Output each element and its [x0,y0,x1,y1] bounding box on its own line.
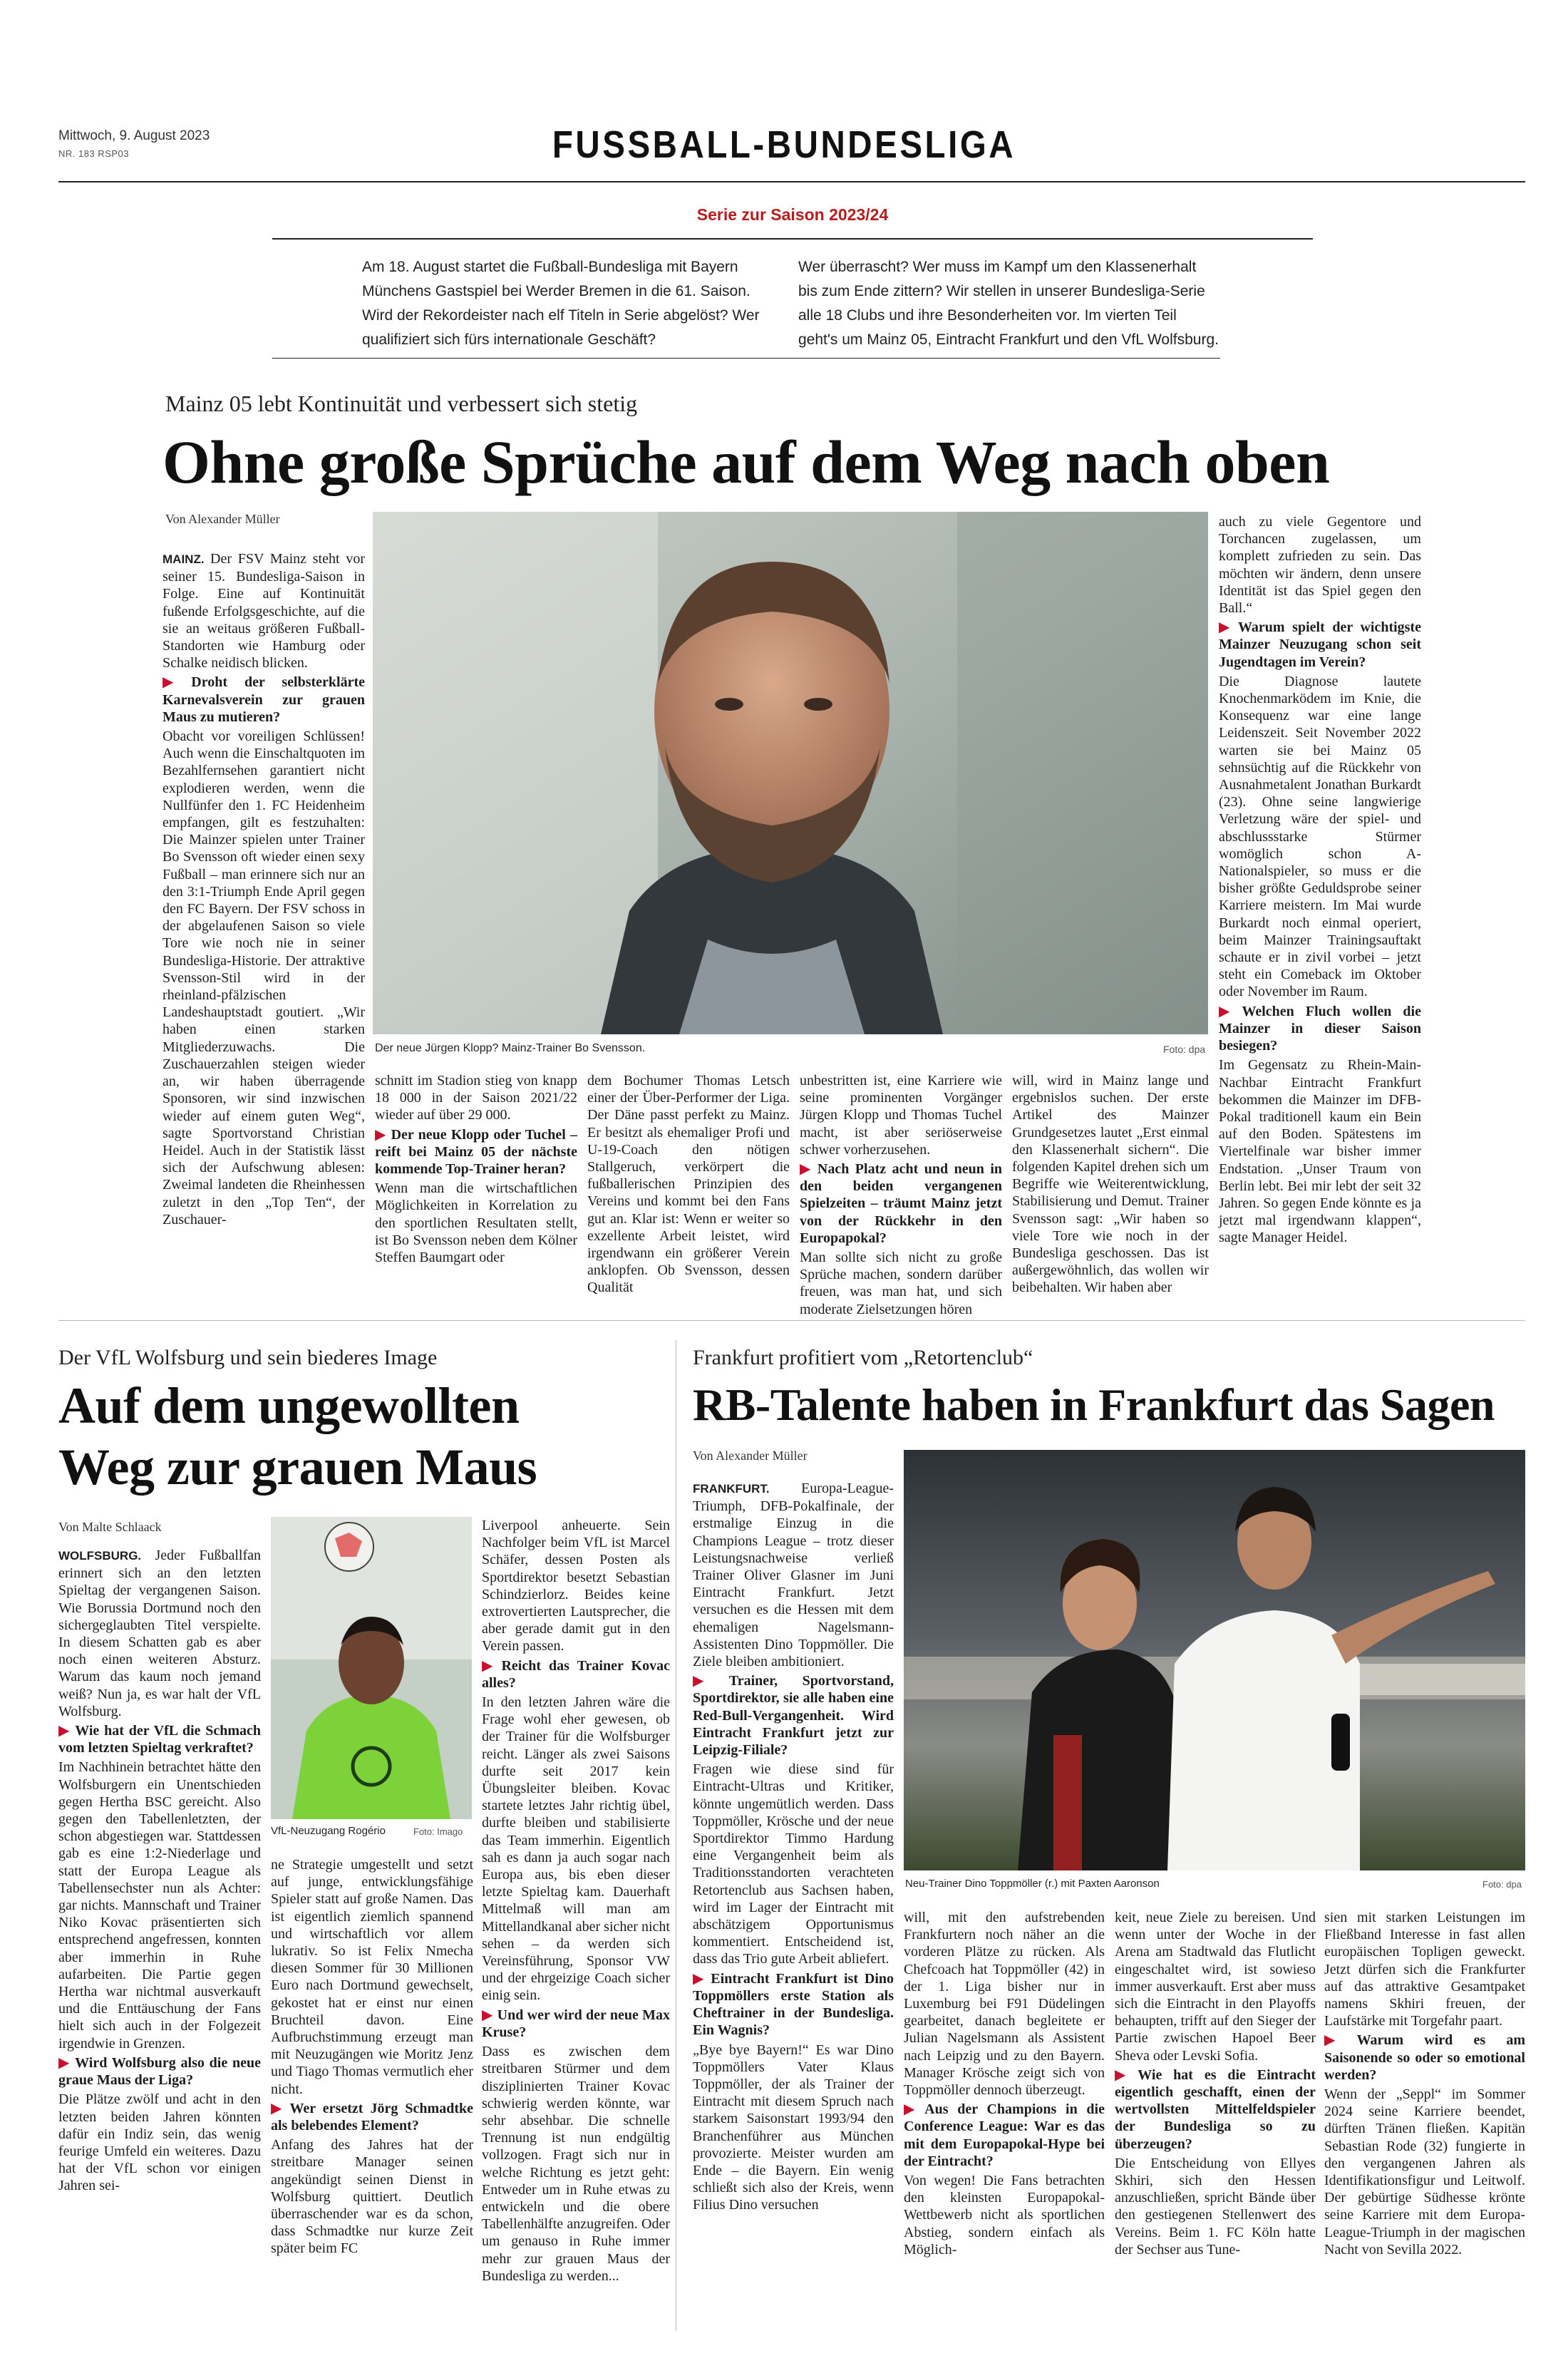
red-arrow-icon: ▶ [1115,2066,1134,2083]
frankfurt-column-4 [1324,1909,1525,2260]
mainz-photo-credit: Foto: dpa [1163,1044,1206,1055]
paragraph-text: Europa-League-Triumph, DFB-Pokalfinale, der erstmalige Einzug in die Champions League – trotz dieser Leistungsnachweise verließ Trainer Oliver Glasner im Juni Eintracht Frankfurt. Jetzt versuchen es die Hessen mit dem ehemaligen Nagelsmann-Assistenten Dino Toppmöller. Die Ziele bleiben ambitioniert. [693,1481,894,1670]
question-text: Wer ersetzt Jörg Schmadtke als belebendes Element? [271,2100,473,2134]
body-paragraph: Im Nachhinein betrachtet hätte den Wolfsburgern ein Unentschieden gegen Hertha BSC gereicht. Also gegen den Tabellenletzten, der schon abgestiegen war. Stattdessen gab es eine 1:2-Niederlage und statt der Europa League als Tabellensechster nun als Achter: gar nichts. Mannschaft und Trainer Niko Kovac präsentierten sich entsprechend angefressen, konnten aber immerhin in Ruhe aufarbeiten. Die Partie gegen Hertha war nichtmal ausverkauft und die Enttäuschung der Fans hielt sich auch in der Folgezeit irgendwie in Grenzen. [58,1759,261,2052]
question-text: Der neue Klopp oder Tuchel – reift bei Mainz 05 der nächste kommende Top-Trainer heran? [375,1126,577,1178]
question-text: Eintracht Frankfurt ist Dino Toppmöllers erste Station als Cheftrainer in der Bundesliga. Ein Wagnis? [693,1970,894,2039]
red-arrow-icon: ▶ [482,1657,497,1674]
red-arrow-icon: ▶ [1219,619,1234,636]
subhead-question [482,1657,670,1692]
frankfurt-column-3 [1115,1909,1316,2260]
mainz-column-4 [800,1072,1002,1320]
series-intro-left: Am 18. August startet die Fußball-Bundesliga mit Bayern Münchens Gastspiel bei Werder Bremen in die 61. Saison. Wird der Rekordeister nach elf Titeln in Serie abgelöst? Wer qualifiziert sich fürs internationale Geschäft? [362,259,760,348]
red-arrow-icon: ▶ [1219,1003,1238,1019]
body-paragraph: Wenn der „Seppl“ im Sommer 2024 seine Karriere beendet, dürften Tränen fließen. Kapitän Sebastian Rode (32) fungierte in den vergangenen Jahren als Identifikationsfigur und Leitwolf. Der gebürtige Südhesse krönte seine Karriere mit dem Europa-League-Triumph in der magischen Nacht von Sevilla 2022. [1324,2086,1525,2258]
body-paragraph: Fragen wie diese sind für Eintracht-Ultras und Kritiker, könnte ungemütlich werden. Dass Toppmöller, Krösche und der neue Sportdirektor Timmo Hardung eine Vergangenheit beim als Traditionsstandorten verachteten Retortenclub aus Sachsen haben, wird im Lager der Eintracht mit abschätzigem Opportunismus kommentiert. Entscheidend ist, dass das Trio gute Arbeit abliefert. [693,1761,894,1967]
red-arrow-icon: ▶ [58,1723,71,1739]
series-rule-top [272,238,1313,240]
header-rule [58,181,1525,182]
body-paragraph: Im Gegensatz zu Rhein-Main-Nachbar Eintracht Frankfurt bekommen die Mainzer im DFB-Pokal traditionell kaum ein Bein auf den Boden. Spätestens im Viertelfinale war bisher immer Endstation. „Unser Traum von Berlin lebt. Bei mir lebt der seit 32 Jahren. So gegen Ende könnte es ja jetzt mal irgendwann klappen“, sagte Manager Heidel. [1219,1057,1421,1246]
body-paragraph: sien mit starken Leistungen im Fließband Interesse in fast allen europäischen Topligen geweckt. Jetzt dürfen sich die Frankfurter auf das attraktive Gesamtpaket namens Skhiri freuen, der Laufstärke mit Torgefahr paart. [1324,1910,1525,2029]
frankfurt-photo-credit: Foto: dpa [1482,1879,1522,1890]
series-title: Serie zur Saison 2023/24 [696,205,889,224]
wolfsburg-column-3 [482,1517,670,2287]
body-paragraph: unbestritten ist, eine Karriere wie seine prominenten Vorgänger Jürgen Klopp und Thomas Tuchel macht, ist aber seriöserweise schwer vorherzusehen. [800,1073,1002,1158]
subhead-question [1219,1003,1421,1055]
section-divider [58,1320,1525,1321]
dateline: MAINZ. [163,552,211,566]
body-paragraph: Von wegen! Die Fans betrachten den kleinsten Europapokal-Wettbewerb nicht als sportlichen Abstieg, sondern einfach als Möglich- [904,2173,1105,2258]
section-title: FUSSBALL-BUNDESLIGA [552,123,1016,166]
wolfsburg-column-1 [58,1547,261,2197]
frankfurt-column-2 [904,1909,1105,2260]
body-paragraph: „Bye bye Bayern!“ Es war Dino Toppmöllers Vater Klaus Toppmöller, der als Trainer der Eintracht mit diesem Spruch nach starkem Saisonstart 1993/94 den Branchenführer aus München provozierte. Meister wurden am Ende – die Bayern. Ein wenig schließt sich also der Kreis, wenn Filius Dino versuchen [693,2042,894,2213]
frankfurt-photo [904,1450,1525,1870]
mainz-column-6 [1219,513,1421,1249]
question-text: Trainer, Sportvorstand, Sportdirektor, sie alle haben eine Red-Bull-Vergangenheit. Wird Eintracht Frankfurt jetzt zur Leipzig-Filiale? [693,1673,894,1759]
lead-paragraph [58,1547,261,1720]
subhead-question [1115,2066,1316,2153]
wolfsburg-byline: Von Malte Schlaack [58,1520,162,1534]
wolfsburg-topline: Der VfL Wolfsburg und sein biederes Image [58,1346,438,1369]
question-text: Wie hat der VfL die Schmach vom letzten Spieltag verkraftet? [58,1723,261,1756]
body-paragraph: ne Strategie umgestellt und setzt auf junge, entwicklungsfähige Spieler statt auf große Namen. Das ist eigentlich ziemlich spannend und wirtschaftlich vor allem lukrativ. So ist Felix Nmecha diesen Sommer für 30 Millionen Euro nach Dortmund gewechselt, gekostet hat er einst nur einen Bruchteil davon. Eine Aufbruchstimmung erzeugt man mit Neuzugängen wie Moritz Jenz und Tiago Thomas vermutlich eher nicht. [271,1857,473,2097]
subhead-question [58,1722,261,1756]
body-paragraph: will, mit den aufstrebenden Frankfurtern noch näher an die vorderen Plätze zu rücken. Als Chefcoach hat Toppmöller (42) in der 1. Liga bisher nur in Luxemburg bei F91 Düdelingen gearbeitet, danach begleitete er Julian Nagelsmann als Assistent nach Leipzig und zu den Bayern. Manager Krösche zeigt sich von Toppmöller dennoch überzeugt. [904,1910,1105,2099]
body-paragraph: In den letzten Jahren wäre die Frage wohl eher gewesen, ob der Trainer für die Wolfsburger reicht. Länger als zwei Saisons durfte seit 2017 kein Übungsleiter bleiben. Kovac startete letztes Jahr richtig übel, durfte bleiben und stabilisierte das Team immerhin. Eigentlich sah es dann ja auch sogar nach Europa aus, bis eben dieser letzte Spieltag kam. Dauerhaft Mittelmaß will man am Mittellandkanal aber sicher nicht sehen – da werden sich Vereinsführung, Sponsor VW und der ehrgeizige Coach sicher einig sein. [482,1694,670,2004]
subhead-question [58,2054,261,2089]
body-paragraph: Anfang des Jahres hat der streitbare Manager seinen angekündigt seinen Dienst in Wolfsburg quittiert. Deutlich überraschender war es da schon, dass Schmadtke nur kurze Zeit später beim FC [271,2137,473,2257]
mainz-byline: Von Alexander Müller [165,512,280,526]
coach-and-player-image [904,1450,1525,1870]
red-arrow-icon: ▶ [1324,2032,1353,2049]
wolfsburg-photo-credit: Foto: Imago [413,1826,463,1837]
wolfsburg-headline-line-2: Weg zur grauen Maus [58,1438,537,1496]
question-text: Reicht das Trainer Kovac alles? [482,1657,670,1691]
frankfurt-topline: Frankfurt profitiert vom „Retortenclub“ [693,1346,1033,1369]
lead-paragraph [693,1480,894,1670]
dateline: WOLFSBURG. [58,1549,155,1563]
subhead-question [163,674,365,726]
issue-date: Mittwoch, 9. August 2023 [58,128,210,143]
subhead-question [800,1160,1002,1247]
question-text: Wie hat es die Eintracht eigentlich geschafft, einen der wertvollsten Mittelfeldspieler der Bundesliga so zu überzeugen? [1115,2066,1316,2152]
dateline: FRANKFURT. [693,1482,802,1496]
frankfurt-column-1 [693,1480,894,2216]
red-arrow-icon: ▶ [271,2100,286,2116]
paragraph-text: Der FSV Mainz steht vor seiner 15. Bundesliga-Saison in Folge. Eine auf Kontinuität fußende Erfolgsgeschichte, auf die sie an weitaus größeren Fußball-Standorten wie Hamburg oder Schalke neidisch blicken. [163,551,365,671]
mainz-column-5 [1012,1072,1209,1299]
frankfurt-photo-caption: Neu-Trainer Dino Toppmöller (r.) mit Paxten Aaronson [905,1878,1160,1890]
question-text: Warum spielt der wichtigste Mainzer Neuzugang schon seit Jugendtagen im Verein? [1219,619,1421,670]
body-paragraph: keit, neue Ziele zu bereisen. Und wenn unter der Woche in der Arena am Stadtwald das Flutlicht eingeschaltet wird, ist sowieso immer ausverkauft. Erst aber muss sich die Eintracht in den Playoffs behaupten, trifft auf den Sieger der Partie zwischen Hapoel Beer Sheva oder Levski Sofia. [1115,1910,1316,2064]
red-arrow-icon: ▶ [58,2054,71,2071]
edition-number: NR. 183 RSP03 [58,148,129,159]
coach-portrait-image [373,512,1208,1034]
mainz-column-1 [163,550,365,1230]
mainz-photo-caption: Der neue Jürgen Klopp? Mainz-Trainer Bo Svensson. [375,1042,646,1054]
mainz-topline: Mainz 05 lebt Kontinuität und verbessert sich stetig [165,391,638,416]
wolfsburg-headline-line-1: Auf dem ungewollten [58,1377,520,1434]
body-paragraph: schnitt im Stadion stieg von knapp 18 000 in der Saison 2021/22 wieder auf über 29 000. [375,1073,577,1123]
question-text: Aus der Champions in die Conference League: War es das mit dem Europapokal-Hype bei der Eintracht? [904,2101,1105,2169]
red-arrow-icon: ▶ [482,2007,493,2023]
red-arrow-icon: ▶ [693,1673,725,1689]
subhead-question [482,2007,670,2041]
body-paragraph: Man sollte sich nicht zu große Sprüche machen, sondern darüber freuen, was man hat, und sich moderate Zielsetzungen hören [800,1250,1002,1317]
red-arrow-icon: ▶ [693,1970,707,1987]
subhead-question [375,1126,577,1178]
subhead-question [1219,619,1421,671]
mainz-photo [373,512,1208,1034]
question-text: Und wer wird der neue Max Kruse? [482,2007,670,2040]
paragraph-text: Jeder Fußballfan erinnert sich an den letzten Spieltag der vergangenen Saison. Wie Borussia Dortmund noch den sichergeglaubten Titel verspielte. In diesem Schatten gab es aber noch einen weiteren Absturz. Warum das kaum noch jemand weiß? Nun ja, es war halt der VfL Wolfsburg. [58,1548,261,1719]
red-arrow-icon: ▶ [163,674,187,691]
subhead-question [693,1970,894,2039]
question-text: Wird Wolfsburg also die neue graue Maus der Liga? [58,2054,261,2089]
red-arrow-icon: ▶ [904,2101,921,2118]
question-text: Droht der selbsterklärte Karnevalsverein zur grauen Maus zu mutieren? [163,674,365,725]
frankfurt-headline: RB-Talente haben in Frankfurt das Sagen [693,1379,1495,1430]
red-arrow-icon: ▶ [800,1161,813,1178]
question-text: Nach Platz acht und neun in den beiden vergangenen Spielzeiten – träumt Mainz jetzt von der Rückkehr in den Europapokal? [800,1161,1002,1246]
lead-paragraph [163,550,365,671]
body-paragraph: Obacht vor voreiligen Schlüssen! Auch wenn die Einschaltquoten im Bezahlfernsehen garantiert nicht explodieren werden, wenn die Nullfünfer den 1. FC Heidenheim empfangen, gilt es festzuhalten: Die Mainzer spielen unter Trainer Bo Svensson oft wieder einen sexy Fußball – man erinnere sich nur an den 3:1-Triumph Ende April gegen den FC Bayern. Der FSV schoss in der abgelaufenen Saison so viele Tore wie noch nie in seiner Bundesliga-Historie. Der attraktive Svensson-Stil wird in der rheinland-pfälzischen Landeshauptstadt goutiert. „Wir haben einen starken Mitgliederzuwachs. Die Zuschauerzahlen steigen wieder an, wir haben überragende Sponsoren, wir sind inzwischen wieder auf einem guten Weg“, sagte Sportvorstand Christian Heidel. Auch in der Statistik lässt sich der Aufschwung ablesen: Zweimal landeten die Rheinhessen zuletzt in den „Top Ten“, der Zuschauer- [163,729,365,1227]
body-paragraph: Die Entscheidung von Ellyes Skhiri, sich den Hessen anzuschließen, spricht Bände über den gestiegenen Stellenwert des Vereins. Beim 1. FC Köln hatte der Sechser aus Tune- [1115,2155,1316,2258]
body-paragraph: Die Diagnose lautete Knochenmarködem im Knie, die Konsequenz war eine lange Leidenszeit. Seit November 2022 warten sie bei Mainz 05 sehnsüchtig auf die Rückkehr von Ausnahmetalent Jonathan Burkardt (23). Ohne seine langwierige Verletzung wäre der spiel- und abschlussstarke Stürmer womöglich schon A-Nationalspieler, so muss er die bisher größte Geduldsprobe seiner Karriere meistern. Im Mai wurde Burkardt noch einmal operiert, beim Mainzer Trainingsauftakt schaute er in zivil vorbei – jetzt steht ein Comeback im Oktober oder November im Raum. [1219,673,1421,1000]
mainz-headline: Ohne große Sprüche auf dem Weg nach oben [163,428,1330,496]
question-text: Warum wird es am Saisonende so oder so emotional werden? [1324,2032,1525,2083]
player-photo-image [271,1517,472,1819]
body-paragraph: auch zu viele Gegentore und Torchancen zugelassen, um komplett zufrieden zu sein. Das möchten wir ändern, denn unsere Identität ist das Spiel gegen den Ball.“ [1219,514,1421,617]
subhead-question [271,2100,473,2134]
body-paragraph: will, wird in Mainz lange und ergebnislos suchen. Der erste Artikel des Mainzer Grundgesetzes lautet „Erst einmal den Klassenerhalt sichern“. Die folgenden Kapitel drehen sich um Begriffe wie Weiterentwicklung, Stabilisierung und Demut. Trainer Svensson sagt: „Wir haben so viele Tore wie noch in der Bundesliga geschossen. Das ist außergewöhnlich, das wollen wir beibehalten. Wir haben aber [1012,1073,1209,1296]
wolfsburg-column-2 [271,1856,473,2260]
mainz-column-2 [375,1072,577,1268]
red-arrow-icon: ▶ [375,1126,387,1143]
series-intro-right: Wer überrascht? Wer muss im Kampf um den Klassenerhalt bis zum Ende zittern? Wir stellen in unserer Bundesliga-Serie alle 18 Clubs und ihre Besonderheiten vor. Im vierten Teil geht's um Mainz 05, Eintracht Frankfurt und den VfL Wolfsburg. [798,259,1219,348]
frankfurt-byline: Von Alexander Müller [693,1448,808,1463]
subhead-question [693,1672,894,1759]
body-paragraph: Dass es zwischen dem streitbaren Stürmer und dem disziplinierten Trainer Kovac schwierig werden könnte, war sehr absehbar. Die schnelle Trennung ist nun endgültig vollzogen. Fragt sich nur in welche Richtung es jetzt geht: Entweder um in Ruhe etwas zu entwickeln und die obere Tabellenhälfte anzugreifen. Oder um genauso in Ruhe immer mehr zur grauen Maus der Bundesliga zu werden... [482,2044,670,2284]
subhead-question [904,2101,1105,2170]
mainz-column-3 [587,1072,790,1299]
body-paragraph: dem Bochumer Thomas Letsch einer der Über-Performer der Liga. Der Däne passt perfekt zu Mainz. Er besitzt als ehemaliger Profi und U-19-Coach den nötigen Stallgeruch, verkörpert die fußballerischen Prinzipien des Vereins und kommt bei den Fans gut an. Klar ist: Wenn er weiter so exzellente Arbeit leistet, wird irgendwann ein größerer Verein anklopfen. Ob Svensson, dessen Qualität [587,1073,790,1296]
subhead-question [1324,2032,1525,2084]
body-paragraph: Wenn man die wirtschaftlichen Möglichkeiten in Korrelation zu den sportlichen Resultaten stellt, ist Bo Svensson neben dem Kölner Steffen Baumgart oder [375,1180,577,1266]
body-paragraph: Liverpool anheuerte. Sein Nachfolger beim VfL ist Marcel Schäfer, dessen Posten als Sportdirektor besetzt Sebastian Schindzierlorz. Beides keine extrovertierten Lautsprecher, die aber gerade damit gut in den Verein passen. [482,1518,670,1654]
wolfsburg-photo [271,1517,472,1819]
body-paragraph: Die Plätze zwölf und acht in den letzten beiden Jahren könnten dafür ein Indiz sein, das wenig feurige Umfeld ein weiteres. Dazu hat der VfL schon vor einigen Jahren sei- [58,2091,261,2194]
question-text: Welchen Fluch wollen die Mainzer in dieser Saison besiegen? [1219,1003,1421,1054]
wolfsburg-photo-caption: VfL-Neuzugang Rogério [271,1825,386,1837]
series-rule-bottom [272,358,1220,359]
